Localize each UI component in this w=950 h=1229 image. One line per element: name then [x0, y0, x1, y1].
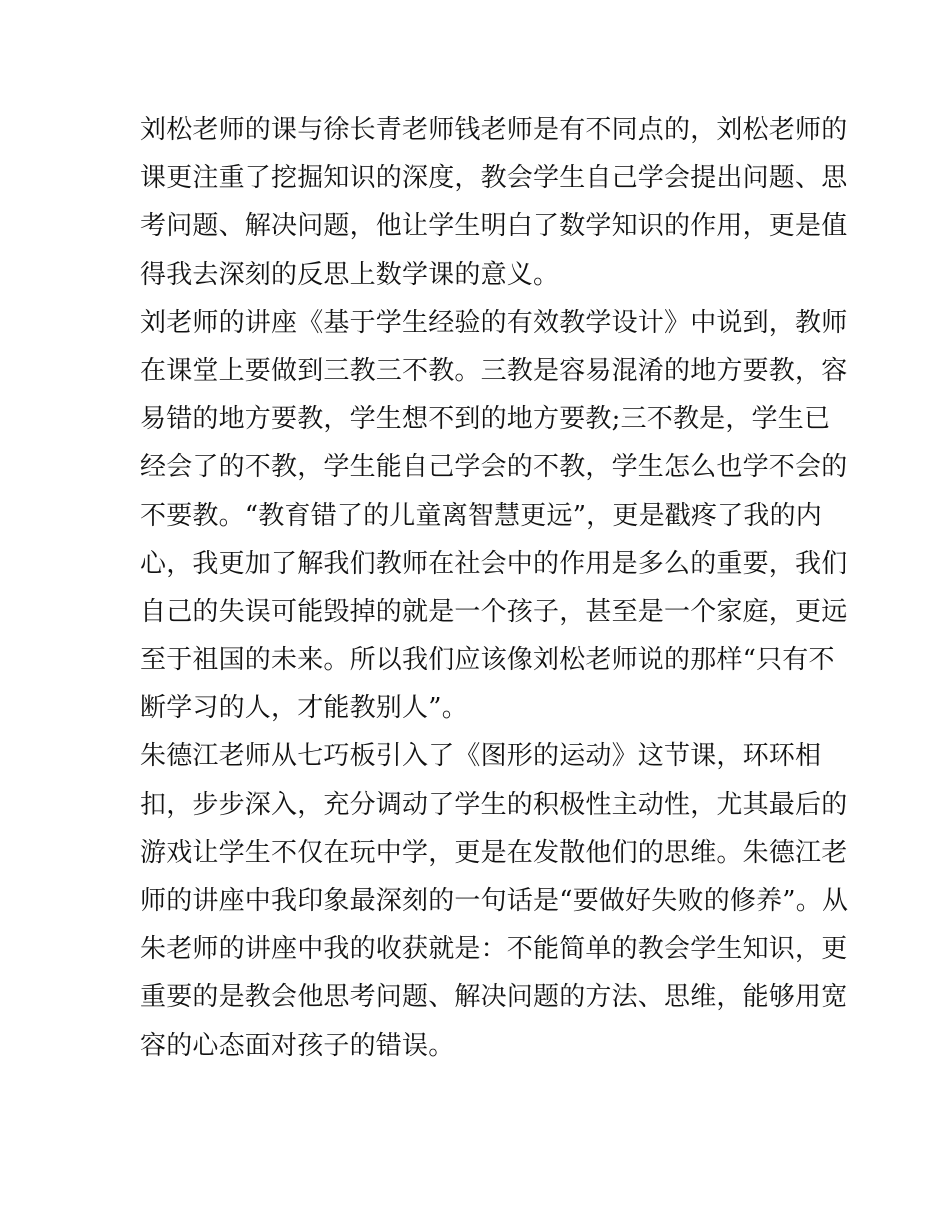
paragraph-zhu-dejiang — [140, 732, 849, 1069]
document-body — [140, 106, 849, 1070]
text-line: 得我去深刻的反思上数学课的意义。 — [140, 259, 560, 290]
text-line: 刘老师的讲座《基于学生经验的有效教学设计》中说到，教师 — [140, 307, 848, 338]
text-line: 朱德江老师从七巧板引入了《图形的运动》这节课，环环相 — [140, 741, 822, 772]
text-line: 断学习的人，才能教别人”。 — [140, 693, 468, 724]
paragraph-liu-song-class — [140, 106, 848, 299]
text-line: 至于祖国的未来。所以我们应该像刘松老师说的那样“只有不 — [140, 645, 835, 676]
text-line: 自己的失误可能毁掉的就是一个孩子，甚至是一个家庭，更远 — [140, 596, 848, 627]
text-line: 心，我更加了解我们教师在社会中的作用是多么的重要，我们 — [140, 548, 848, 579]
text-line: 刘松老师的课与徐长青老师钱老师是有不同点的，刘松老师的 — [140, 115, 848, 145]
paragraph-liu-lecture — [140, 299, 848, 733]
text-line: 考问题、解决问题，他让学生明白了数学知识的作用，更是值 — [140, 211, 848, 242]
text-line: 易错的地方要教，学生想不到的地方要教;三不教是，学生已 — [140, 404, 831, 435]
text-line: 扣，步步深入，充分调动了学生的积极性主动性，尤其最后的 — [140, 789, 848, 820]
text-line: 经会了的不教，学生能自己学会的不教，学生怎么也学不会的 — [140, 452, 848, 483]
text-line: 游戏让学生不仅在玩中学，更是在发散他们的思维。朱德江老 — [140, 837, 848, 868]
text-line: 朱老师的讲座中我的收获就是：不能简单的教会学生知识，更 — [140, 934, 848, 965]
text-line: 重要的是教会他思考问题、解决问题的方法、思维，能够用宽 — [140, 982, 848, 1013]
text-line: 不要教。“教育错了的儿童离智慧更远”，更是戳疼了我的内 — [140, 500, 822, 531]
text-line: 容的心态面对孩子的错误。 — [140, 1030, 455, 1061]
text-line: 师的讲座中我印象最深刻的一句话是“要做好失败的修养”。从 — [140, 886, 849, 916]
text-line: 在课堂上要做到三教三不教。三教是容易混淆的地方要教，容 — [140, 355, 848, 386]
text-line: 课更注重了挖掘知识的深度，教会学生自己学会提出问题、思 — [140, 163, 848, 194]
